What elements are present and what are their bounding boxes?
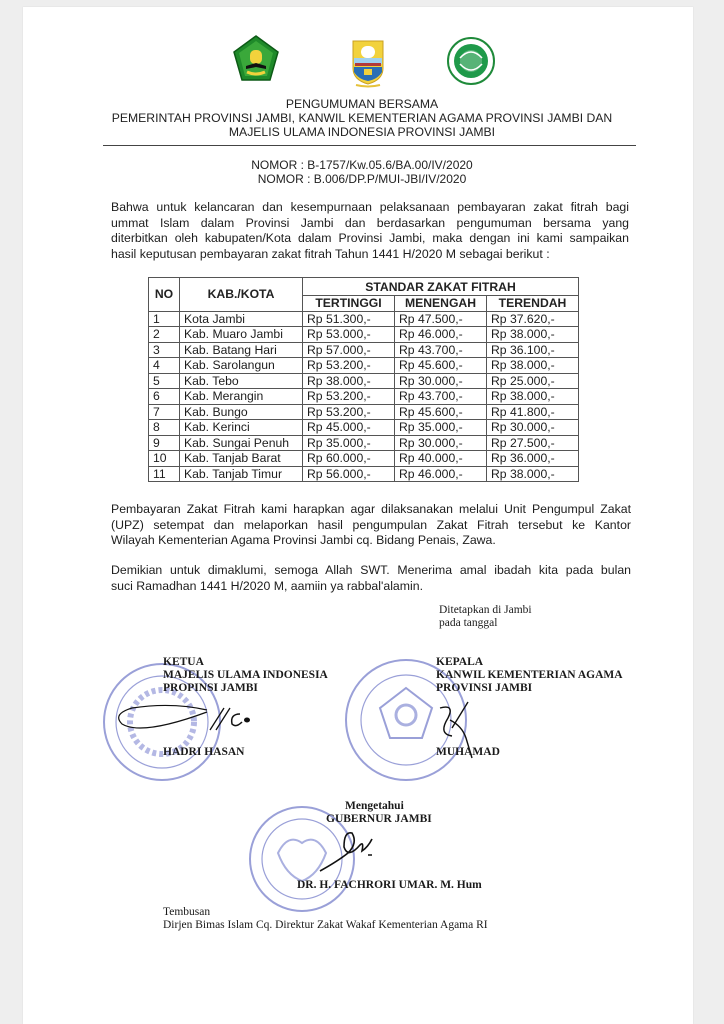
cell-no: 4 (149, 358, 180, 374)
cell-no: 10 (149, 451, 180, 467)
cell-low: Rp 27.500,- (487, 435, 579, 451)
col-header-tertinggi: TERTINGGI (303, 296, 395, 312)
cell-high: Rp 51.300,- (303, 311, 395, 327)
cell-high: Rp 57.000,- (303, 342, 395, 358)
upz-paragraph (111, 502, 631, 549)
table-row (149, 451, 579, 467)
cell-kab: Kab. Sarolangun (180, 358, 303, 374)
header-divider (103, 145, 636, 146)
tembusan-block (163, 906, 488, 932)
mui-signer-name: HADRI HASAN (163, 746, 245, 758)
intro-line-4: hasil keputusan pembayaran zakat fitrah Tahun 1441 H/2020 M sebagai berikut : (111, 246, 550, 261)
cell-no: 5 (149, 373, 180, 389)
cell-kab: Kab. Kerinci (180, 420, 303, 436)
announcement-subtitle-line2: MAJELIS ULAMA INDONESIA PROVINSI JAMBI (228, 125, 496, 139)
cell-mid: Rp 30.000,- (395, 373, 487, 389)
cell-high: Rp 45.000,- (303, 420, 395, 436)
table-row (149, 466, 579, 482)
cell-mid: Rp 40.000,- (395, 451, 487, 467)
announcement-subtitle-line1: PEMERINTAH PROVINSI JAMBI, KANWIL KEMENTERIAN AGAMA PROVINSI JAMBI DAN (111, 111, 613, 125)
cell-low: Rp 38.000,- (487, 327, 579, 343)
kemenag-role-1: KEPALA (436, 656, 484, 668)
cell-mid: Rp 46.000,- (395, 327, 487, 343)
cell-no: 6 (149, 389, 180, 405)
tembusan-item: Dirjen Bimas Islam Cq. Direktur Zakat Wakaf Kementerian Agama RI (163, 919, 488, 931)
col-header-menengah: MENENGAH (395, 296, 487, 312)
cell-kab: Kab. Tanjab Timur (180, 466, 303, 482)
table-row (149, 404, 579, 420)
cell-no: 7 (149, 404, 180, 420)
upz-line-1: Pembayaran Zakat Fitrah kami harapkan agar dilaksanakan melalui Unit Pengumpul Zakat (111, 502, 631, 516)
cell-no: 9 (149, 435, 180, 451)
cell-mid: Rp 43.700,- (395, 389, 487, 405)
cell-low: Rp 25.000,- (487, 373, 579, 389)
intro-line-3: diterbitkan oleh kabupaten/Kota dalam Provinsi Jambi, maka dengan ini kami sampaikan (111, 231, 629, 245)
table-row (149, 420, 579, 436)
mui-role-2: MAJELIS ULAMA INDONESIA (163, 669, 328, 681)
intro-line-1: Bahwa untuk kelancaran dan kesempurnaan pelaksanaan pembayaran zakat fitrah bagi (111, 200, 629, 214)
cell-kab: Kab. Bungo (180, 404, 303, 420)
group-header-standar: STANDAR ZAKAT FITRAH (303, 278, 579, 296)
cell-no: 3 (149, 342, 180, 358)
signatory-kemenag (436, 656, 623, 695)
cell-low: Rp 38.000,- (487, 389, 579, 405)
upz-line-3: Wilayah Kementerian Agama Provinsi Jambi cq. Bidang Penais, Zawa. (111, 533, 496, 547)
cell-no: 1 (149, 311, 180, 327)
intro-paragraph (111, 200, 629, 262)
announcement-title: PENGUMUMAN BERSAMA (285, 97, 439, 111)
cell-high: Rp 35.000,- (303, 435, 395, 451)
kementerian-agama-logo-icon (232, 34, 280, 84)
cell-kab: Kota Jambi (180, 311, 303, 327)
tembusan-label: Tembusan (163, 906, 211, 918)
cell-low: Rp 30.000,- (487, 420, 579, 436)
gubernur-signature-icon (318, 825, 388, 875)
table-row (149, 373, 579, 389)
cell-low: Rp 36.100,- (487, 342, 579, 358)
cell-no: 2 (149, 327, 180, 343)
date-line: pada tanggal (439, 617, 498, 629)
cell-high: Rp 56.000,- (303, 466, 395, 482)
gubernur-role-1: Mengetahui (345, 800, 404, 812)
cell-mid: Rp 43.700,- (395, 342, 487, 358)
provinsi-jambi-logo-icon (350, 38, 386, 88)
cell-high: Rp 53.200,- (303, 404, 395, 420)
col-header-kab-kota: KAB./KOTA (180, 278, 303, 312)
cell-high: Rp 38.000,- (303, 373, 395, 389)
closing-line-2: suci Ramadhan 1441 H/2020 M, aamiin ya rabbal'alamin. (111, 578, 423, 593)
cell-kab: Kab. Tanjab Barat (180, 451, 303, 467)
table-row (149, 389, 579, 405)
closing-paragraph (111, 563, 631, 594)
table-row (149, 358, 579, 374)
table-row (149, 311, 579, 327)
table-row (149, 327, 579, 343)
signatory-mui (163, 656, 328, 695)
kemenag-role-2: KANWIL KEMENTERIAN AGAMA (436, 669, 623, 681)
cell-no: 8 (149, 420, 180, 436)
col-header-no: NO (149, 278, 180, 312)
cell-kab: Kab. Merangin (180, 389, 303, 405)
cell-kab: Kab. Tebo (180, 373, 303, 389)
table-row (149, 342, 579, 358)
cell-mid: Rp 45.600,- (395, 404, 487, 420)
cell-mid: Rp 45.600,- (395, 358, 487, 374)
document-number-1: NOMOR : B-1757/Kw.05.6/BA.00/IV/2020 (251, 158, 473, 172)
closing-line-1: Demikian untuk dimaklumi, semoga Allah SWT. Menerima amal ibadah kita pada bulan (111, 563, 631, 577)
document-number-2: NOMOR : B.006/DP.P/MUI-JBI/IV/2020 (257, 172, 467, 186)
place-date-block (439, 604, 532, 630)
table-row (149, 435, 579, 451)
mui-role-3: PROPINSI JAMBI (163, 682, 258, 694)
place-line: Ditetapkan di Jambi (439, 604, 532, 616)
cell-mid: Rp 47.500,- (395, 311, 487, 327)
cell-mid: Rp 46.000,- (395, 466, 487, 482)
cell-kab: Kab. Batang Hari (180, 342, 303, 358)
cell-high: Rp 60.000,- (303, 451, 395, 467)
cell-kab: Kab. Muaro Jambi (180, 327, 303, 343)
cell-mid: Rp 35.000,- (395, 420, 487, 436)
col-header-terendah: TERENDAH (487, 296, 579, 312)
cell-low: Rp 38.000,- (487, 358, 579, 374)
cell-no: 11 (149, 466, 180, 482)
zakat-fitrah-table (148, 277, 579, 482)
cell-low: Rp 36.000,- (487, 451, 579, 467)
cell-low: Rp 38.000,- (487, 466, 579, 482)
kemenag-signer-name: MUHAMAD (436, 746, 500, 758)
cell-mid: Rp 30.000,- (395, 435, 487, 451)
gubernur-role-2: GUBERNUR JAMBI (326, 813, 432, 825)
upz-line-2: (UPZ) setempat dan melaporkan hasil pengumpulan Zakat Fitrah tersebut ke Kantor (111, 517, 631, 532)
mui-signature-icon (112, 700, 252, 740)
cell-low: Rp 41.800,- (487, 404, 579, 420)
mui-logo-icon (446, 36, 496, 86)
gubernur-signer-name: DR. H. FACHRORI UMAR. M. Hum (297, 879, 482, 891)
cell-kab: Kab. Sungai Penuh (180, 435, 303, 451)
cell-high: Rp 53.200,- (303, 389, 395, 405)
cell-high: Rp 53.200,- (303, 358, 395, 374)
cell-low: Rp 37.620,- (487, 311, 579, 327)
intro-line-2: ummat Islam dalam Provinsi Jambi dan berdasarkan pengumuman bersama yang (111, 215, 629, 230)
cell-high: Rp 53.000,- (303, 327, 395, 343)
kemenag-role-3: PROVINSI JAMBI (436, 682, 533, 694)
mui-role-1: KETUA (163, 656, 204, 668)
